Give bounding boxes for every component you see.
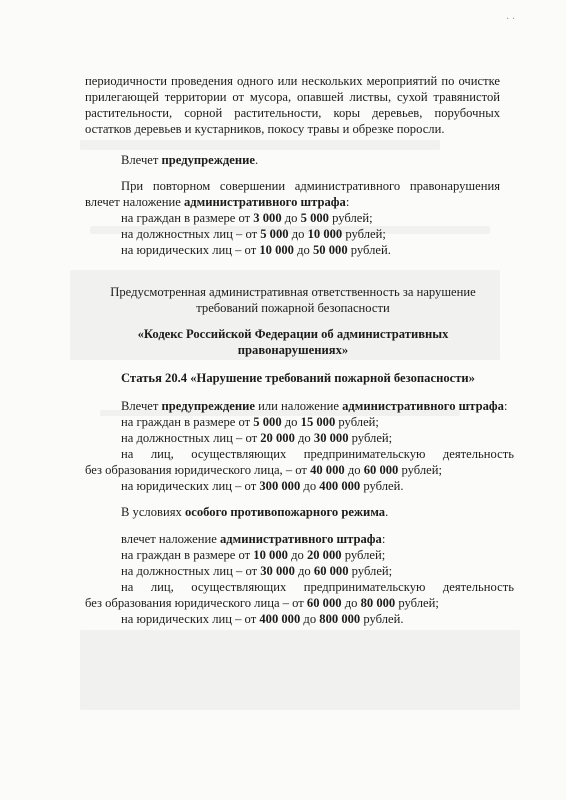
article-entrepreneurs-line-2: без образования юридического лица, – от 40 000 до 60 000 рублей; xyxy=(85,463,442,477)
repeat-legal: на юридических лиц – от 10 000 до 50 000 рублей. xyxy=(121,243,391,257)
article-legal: на юридических лиц – от 300 000 до 400 000 рублей. xyxy=(121,479,404,493)
article-officials: на должностных лиц – от 20 000 до 30 000 рублей; xyxy=(121,431,393,445)
intro-line-2: прилегающей территории от мусора, опавшей листвы, сухой травянистой xyxy=(85,90,500,104)
bleed-through-5 xyxy=(80,630,520,710)
section-heading-line-2: требований пожарной безопасности xyxy=(196,301,390,315)
code-title-line-1: «Кодекс Российской Федерации об административных xyxy=(137,327,449,341)
article-penalty-line: Влечет предупреждение или наложение административного штрафа: xyxy=(121,399,508,413)
article-title: Статья 20.4 «Нарушение требований пожарной безопасности» xyxy=(121,371,475,385)
repeat-line-2: влечет наложение административного штрафа: xyxy=(85,195,350,209)
warning-line: Влечет предупреждение. xyxy=(121,153,259,167)
special-legal: на юридических лиц – от 400 000 до 800 000 рублей. xyxy=(121,612,404,626)
intro-line-1: периодичности проведения одного или нескольких мероприятий по очистке xyxy=(85,74,500,88)
article-entrepreneurs-line-1: на лиц, осуществляющих предпринимательскую деятельность xyxy=(121,447,514,461)
intro-line-3: растительности, сорной растительности, коры деревьев, порубочных xyxy=(85,106,500,120)
bleed-through-1 xyxy=(80,140,440,150)
scan-mark: · · xyxy=(506,14,516,25)
special-fine-line: влечет наложение административного штрафа: xyxy=(121,532,386,546)
repeat-citizens: на граждан в размере от 3 000 до 5 000 рублей; xyxy=(121,211,373,225)
special-officials: на должностных лиц – от 30 000 до 60 000 рублей; xyxy=(121,564,393,578)
special-citizens: на граждан в размере от 10 000 до 20 000 рублей; xyxy=(121,548,386,562)
article-citizens: на граждан в размере от 5 000 до 15 000 рублей; xyxy=(121,415,379,429)
special-entrepreneurs-line-1: на лиц, осуществляющих предпринимательскую деятельность xyxy=(121,580,514,594)
section-heading-line-1: Предусмотренная административная ответственность за нарушение xyxy=(110,285,476,299)
code-title-line-2: правонарушениях» xyxy=(237,343,349,357)
intro-line-4: остатков деревьев и кустарников, покосу травы и обрезке поросли. xyxy=(85,122,445,136)
special-entrepreneurs-line-2: без образования юридического лица – от 60 000 до 80 000 рублей; xyxy=(85,596,439,610)
special-regime-line: В условиях особого противопожарного режима. xyxy=(121,505,389,519)
repeat-officials: на должностных лиц – от 5 000 до 10 000 рублей; xyxy=(121,227,386,241)
repeat-line-1: При повторном совершении административного правонарушения xyxy=(121,179,500,193)
